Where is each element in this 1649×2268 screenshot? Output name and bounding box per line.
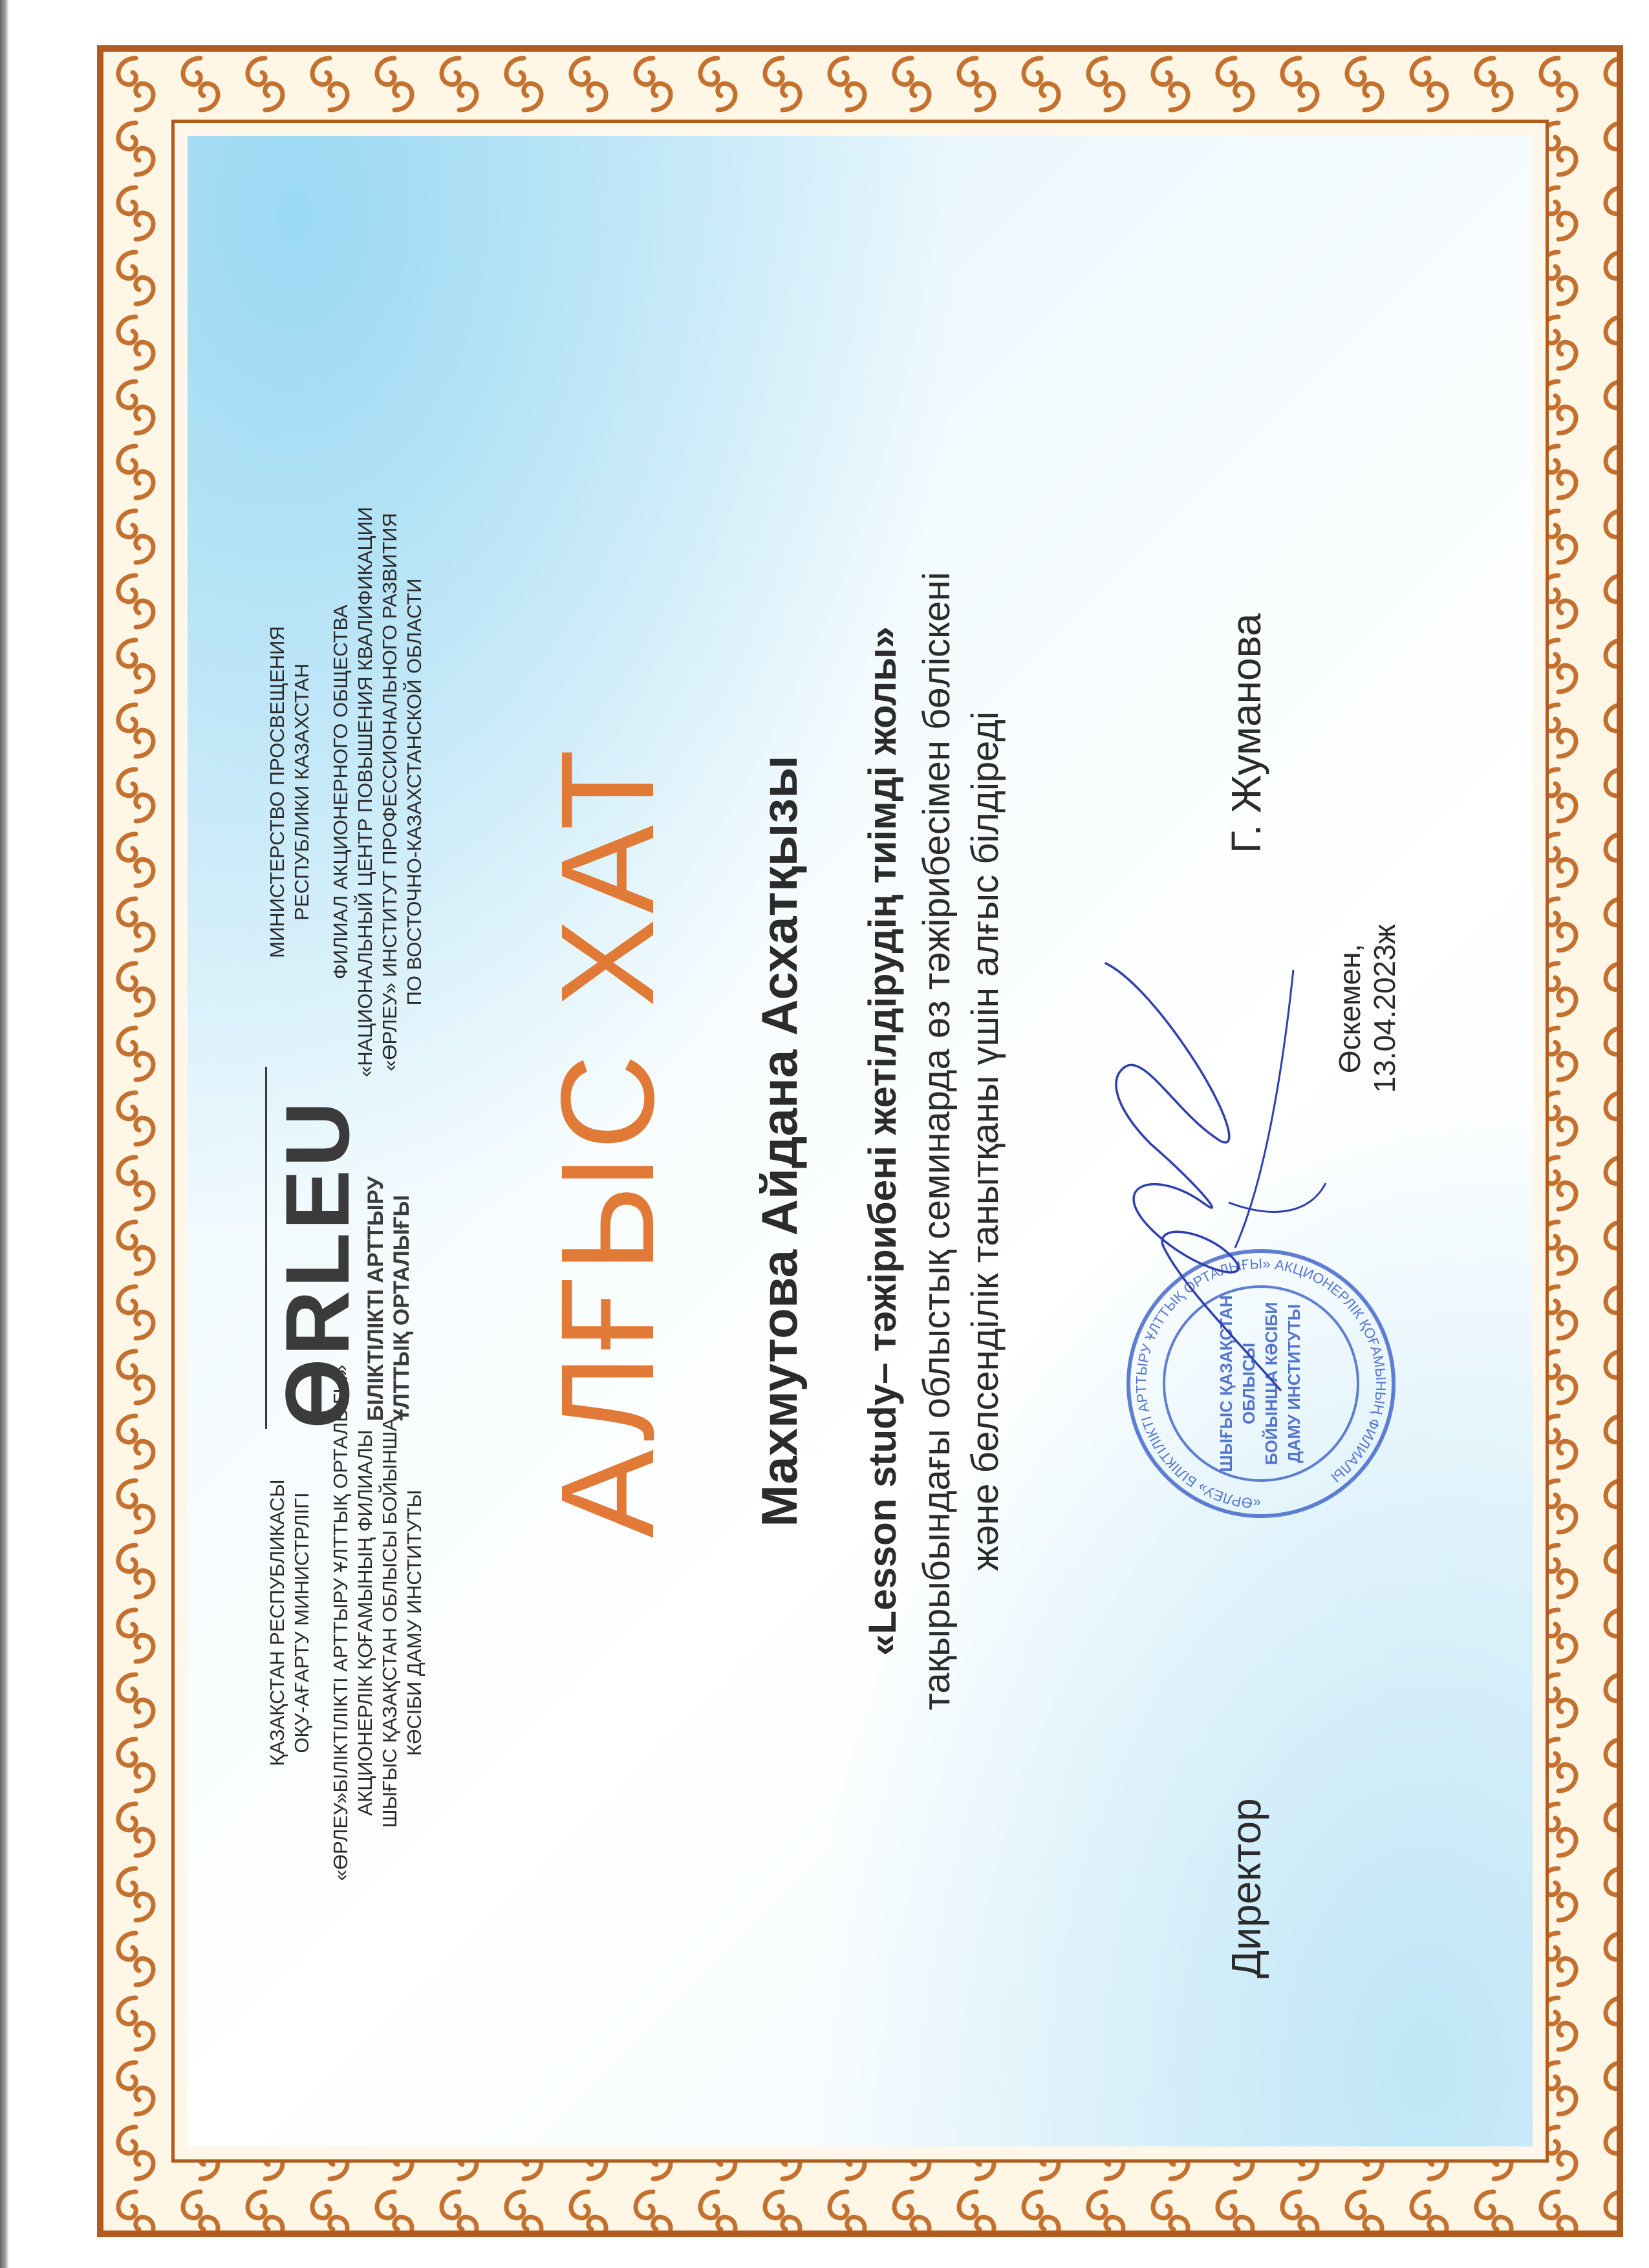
logo-wordmark: ӨRLEU (265, 1067, 363, 1429)
seal-ring-text: «ӨРЛЕУ» БІЛІКТІЛІКТІ АРТТЫРУ ҰЛТТЫҚ ОРТАЛЫҒЫ» АКЦИОНЕРЛІК ҚОҒАМЫНЫҢ ФИЛИАЛЫ (1132, 1255, 1390, 1512)
director-label: Директор (1223, 1798, 1269, 1978)
issue-date: 13.04.2023ж (1368, 924, 1401, 1093)
org-kz-line3: ШЫҒЫС ҚАЗАҚСТАН ОБЛЫСЫ БОЙЫНША (378, 1418, 401, 1828)
certificate-title: АЛҒЫС ХАТ (534, 744, 682, 1538)
org-ru-line4: ПО ВОСТОЧНО-КАЗАХСТАНСКОЙ ОБЛАСТИ (403, 578, 426, 1006)
certificate-content (188, 136, 1533, 2146)
org-ru-line1: ФИЛИАЛ АКЦИОНЕРНОГО ОБЩЕСТВА (329, 604, 352, 979)
seminar-title: «Lesson study– тәжірибені жетілдірудің тиімді жолы» (861, 626, 904, 1656)
header-russian (265, 420, 427, 1164)
body-text-line2: және белсенділік танытқаны үшін алғыс білдіреді (964, 711, 1006, 1571)
org-kz-line2: АКЦИОНЕРЛІК ҚОҒАМЫНЫҢ ФИЛИАЛЫ (354, 1429, 376, 1816)
scan-edge-shadow (0, 0, 9, 2268)
logo-subtitle-line2: ҰЛТТЫҚ ОРТАЛЫҒЫ (389, 1195, 414, 1421)
director-name: Г. Жуманова (1223, 613, 1269, 853)
ornamental-border (97, 45, 1623, 2237)
logo-subtitle-line1: БІЛІКТІЛІКТІ АРТТЫРУ (363, 1176, 388, 1421)
place-city: Өскемен, (1333, 943, 1366, 1074)
ministry-ru-line2: РЕСПУБЛИКИ КАЗАХСТАН (290, 663, 313, 921)
seal-center-line2: ОБЛЫСЫ (1239, 1342, 1258, 1425)
body-text-line1: тақырыбындағы облыстық семинарда өз тәжірибесімен бөліскені (916, 572, 958, 1711)
recipient-name: Махмутова Айдана Асхатқызы (751, 755, 808, 1527)
director-signature (1067, 950, 1364, 1416)
ministry-ru-line1: МИНИСТЕРСТВО ПРОСВЕЩЕНИЯ (266, 626, 288, 958)
org-ru-line2: «НАЦИОНАЛЬНЫЙ ЦЕНТР ПОВЫШЕНИЯ КВАЛИФИКАЦИИ (354, 506, 376, 1078)
ministry-kz-line1: ҚАЗАҚСТАН РЕСПУБЛИКАСЫ (266, 1479, 288, 1766)
seal-center-line4: ДАМУ ИНСТИТУТЫ (1284, 1304, 1304, 1463)
org-kz-line1: «ӨРЛЕУ»БІЛІКТІЛІКТІ АРТТЫРУ ҰЛТТЫҚ ОРТАЛЫҒЫ» (329, 1364, 352, 1881)
org-ru-line3: «ӨРЛЕУ» ИНСТИТУТ ПРОФЕССИОНАЛЬНОГО РАЗВИТИЯ (378, 513, 401, 1071)
place-and-date (1332, 879, 1402, 1138)
org-kz-line4: КӘСІБИ ДАМУ ИНСТИТУТЫ (403, 1490, 426, 1756)
certificate-paper (188, 136, 1533, 2146)
ministry-kz-line2: ОҚУ-АҒАРТУ МИНИСТРЛІГІ (290, 1492, 313, 1753)
seal-center-line1: ШЫҒЫС ҚАЗАҚСТАН (1216, 1295, 1236, 1472)
seal-center-line3: БОЙЫНША КӘСІБИ (1262, 1301, 1281, 1466)
